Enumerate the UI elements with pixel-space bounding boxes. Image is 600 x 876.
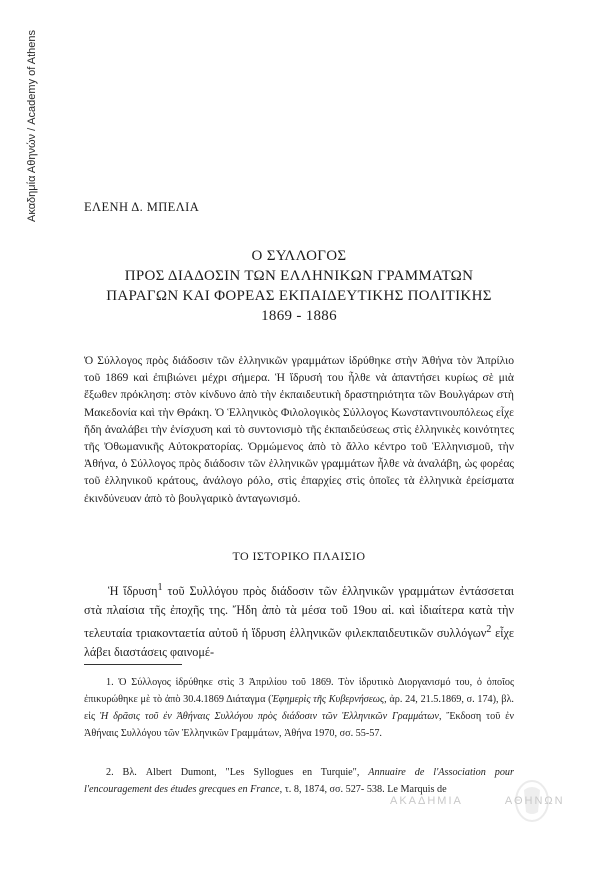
article-title: [84, 246, 514, 326]
fn1-source-title: Ἐφημερὶς τῆς Κυβερνήσεως: [271, 694, 385, 705]
footnote-ref-2: 2: [486, 624, 492, 636]
seal-text-right: ΑΘΗΝΩΝ: [504, 795, 565, 807]
seal-text-left: ΑΚΑΔΗΜΙΑ: [390, 795, 463, 807]
fn2-text-c: , τ. 8, 1874, σσ. 527- 538. Le Marquis de: [279, 784, 447, 795]
section-heading: ΤΟ ΙΣΤΟΡΙΚΟ ΠΛΑΙΣΙΟ: [232, 549, 366, 563]
title-years: 1869 - 1886: [261, 308, 337, 324]
title-line-3: ΠΑΡΑΓΩΝ ΚΑΙ ΦΟΡΕΑΣ ΕΚΠΑΙΔΕΥΤΙΚΗΣ ΠΟΛΙΤΙΚΗΣ: [106, 288, 492, 304]
body-text-part-2: τοῦ Συλλόγου πρὸς διάδοσιν τῶν ἑλληνικῶν γραμμάτων ἐντάσσεται στὰ πλαίσια τῆς ἐποχῆς της. Ἤδη ἀπὸ τὰ μέσα τοῦ 19ου αἰ. καὶ ἰδιαίτερα κατὰ τὴν τελευταία τριακονταετία αὐτοῦ ἡ ἵδρυση ἑλληνικῶν φιλεκπαιδευτικῶν συλλόγων: [84, 584, 514, 641]
abstract-paragraph: Ὁ Σύλλογος πρὸς διάδοσιν τῶν ἑλληνικῶν γραμμάτων ἱδρύθηκε στὴν Ἀθήνα τὸν Ἀπρίλιο τοῦ 1869 καὶ ἐπιβιώνει μέχρι σήμερα. Ἡ ἵδρυσή του ἦλθε νὰ ἀπαντήσει κυρίως σὲ μιὰ ἔξωθεν πρόκληση: στὸν κίνδυνο ἀπὸ τὴν ἐκπαιδευτικὴ δραστηριότητα τῶν Βουλγάρων στὴ Μακεδονία καὶ τὴν Θράκη. Ὁ Ἑλληνικὸς Φιλολογικὸς Σύλλογος Κωνσταντινουπόλεως εἶχε ἤδη ἀναλάβει τὴν ἐνίσχυση καὶ τὸ συντονισμὸ τῆς ἐκπαιδεύσεως στὶς ἑλληνικὲς κοινότητες τῆς Ὀθωμανικῆς Αὐτοκρατορίας. Ὁρμώμενος ἀπὸ τὸ ἄλλο κέντρο τοῦ Ἑλληνισμοῦ, τὴν Ἀθήνα, ὁ Σύλλογος πρὸς διάδοσιν τῶν ἑλληνικῶν γραμμάτων ἦλθε νὰ ἀναλάβη, ὡς φορέας τοῦ ἑλληνικοῦ κράτους, ἀνάλογο ρόλο, στὶς ἐπαρχίες στὶς ὁποῖες τὰ ἑλληνικὰ ἐρείσματα ἐκινδύνευαν ἀπὸ τὸ βουλγαρικὸ ἀνταγωνισμό.: [84, 354, 514, 505]
body-paragraph: [84, 578, 514, 662]
side-watermark: Ακαδημία Αθηνών / Academy of Athens: [26, 30, 38, 223]
footnote-1: [84, 674, 514, 742]
body-text-part-1: Ἡ ἵδρυση: [108, 584, 158, 599]
fn1-text-a: 1. Ὁ Σύλλογος ἱδρύθηκε στὶς 3 Ἀπριλίου τοῦ 1869. Τὸν ἱδρυτικὸ Διοργανισμό του, ὁ ὁποῖος ἐπικυρώθηκε μὲ τὸ ἀπὸ 30.4.1869 Διάταγμα (: [84, 677, 514, 705]
title-line-1: Ο ΣΥΛΛΟΓΟΣ: [251, 248, 347, 264]
seal-text: [390, 795, 600, 807]
footnote-ref-1: 1: [157, 582, 163, 593]
author-name: ΕΛΕΝΗ Δ. ΜΠΕΛΙΑ: [84, 200, 200, 214]
fn2-journal-title: Annuaire de l'Association pour l'encouragement des études grecques en France: [84, 767, 514, 795]
footnote-2: [84, 764, 514, 798]
footnote-rule: [84, 664, 182, 665]
fn1-book-title: Ἡ δρᾶσις τοῦ ἐν Ἀθήναις Συλλόγου πρὸς διάδοσιν τῶν Ἑλληνικῶν Γραμμάτων: [99, 711, 439, 722]
fn1-text-c: , ἀρ. 24, 21.5.1869, σ. 174), βλ. εἰς: [84, 694, 514, 722]
body-text-part-3: εἶχε λάβει διαστάσεις φαινομέ-: [84, 626, 514, 660]
fn2-text-a: 2. Βλ. Albert Dumont, "Les Syllogues en Turquie",: [106, 767, 369, 778]
title-line-2: ΠΡΟΣ ΔΙΑΔΟΣΙΝ ΤΩΝ ΕΛΛΗΝΙΚΩΝ ΓΡΑΜΜΑΤΩΝ: [124, 268, 474, 284]
fn1-text-e: , Ἔκδοση τοῦ ἐν Ἀθήναις Συλλόγου τῶν Ἑλληνικῶν Γραμμάτων, Ἀθήνα 1970, σσ. 55-57.: [84, 711, 514, 739]
